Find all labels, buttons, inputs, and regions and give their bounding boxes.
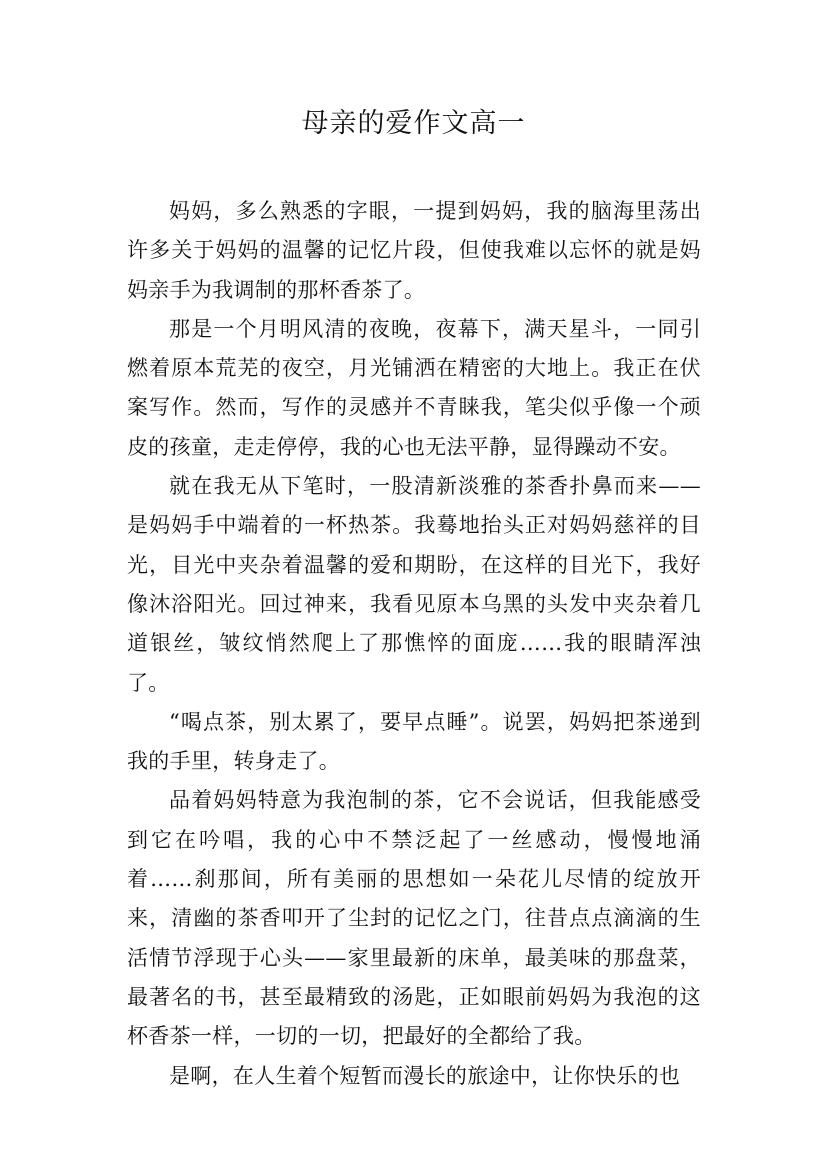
paragraph-1: 妈妈，多么熟悉的字眼，一提到妈妈，我的脑海里荡出许多关于妈妈的温馨的记忆片段，但使我难以忘怀的就是妈妈亲手为我调制的那杯香茶了。 xyxy=(127,199,701,302)
paragraph-6: 是啊，在人生着个短暂而漫长的旅途中，让你快乐的也 xyxy=(169,1063,681,1088)
essay-body xyxy=(127,192,701,1096)
paragraph-5: 品着妈妈特意为我泡制的茶，它不会说话，但我能感受到它在吟唱，我的心中不禁泛起了一丝感动，慢慢地涌着……刹那间，所有美丽的思想如一朵花儿尽情的绽放开来，清幽的茶香叩开了尘封的记忆之门，往昔点点滴滴的生活情节浮现于心头——家里最新的床单，最美味的那盘菜，最著名的书，甚至最精致的汤匙，正如眼前妈妈为我泡的这杯香茶一样，一切的一切，把最好的全都给了我。 xyxy=(127,788,701,1049)
paragraph-3: 就在我无从下笔时，一股清新淡雅的茶香扑鼻而来——是妈妈手中端着的一杯热茶。我蓦地抬头正对妈妈慈祥的目光，目光中夹杂着温馨的爱和期盼，在这样的目光下，我好像沐浴阳光。回过神来，我看见原本乌黑的头发中夹杂着几道银丝，皱纹悄然爬上了那憔悴的面庞……我的眼睛浑浊了。 xyxy=(127,474,701,695)
paragraph-4: “喝点茶，别太累了，要早点睡”。说罢，妈妈把茶递到我的手里，转身走了。 xyxy=(127,709,701,774)
page-title: 母亲的爱作文高一 xyxy=(301,108,526,139)
paragraph-2: 那是一个月明风清的夜晚，夜幕下，满天星斗，一同引燃着原本荒芜的夜空，月光铺洒在精密的大地上。我正在伏案写作。然而，写作的灵感并不青睐我，笔尖似乎像一个顽皮的孩童，走走停停，我的心也无法平静，显得躁动不安。 xyxy=(127,316,701,459)
